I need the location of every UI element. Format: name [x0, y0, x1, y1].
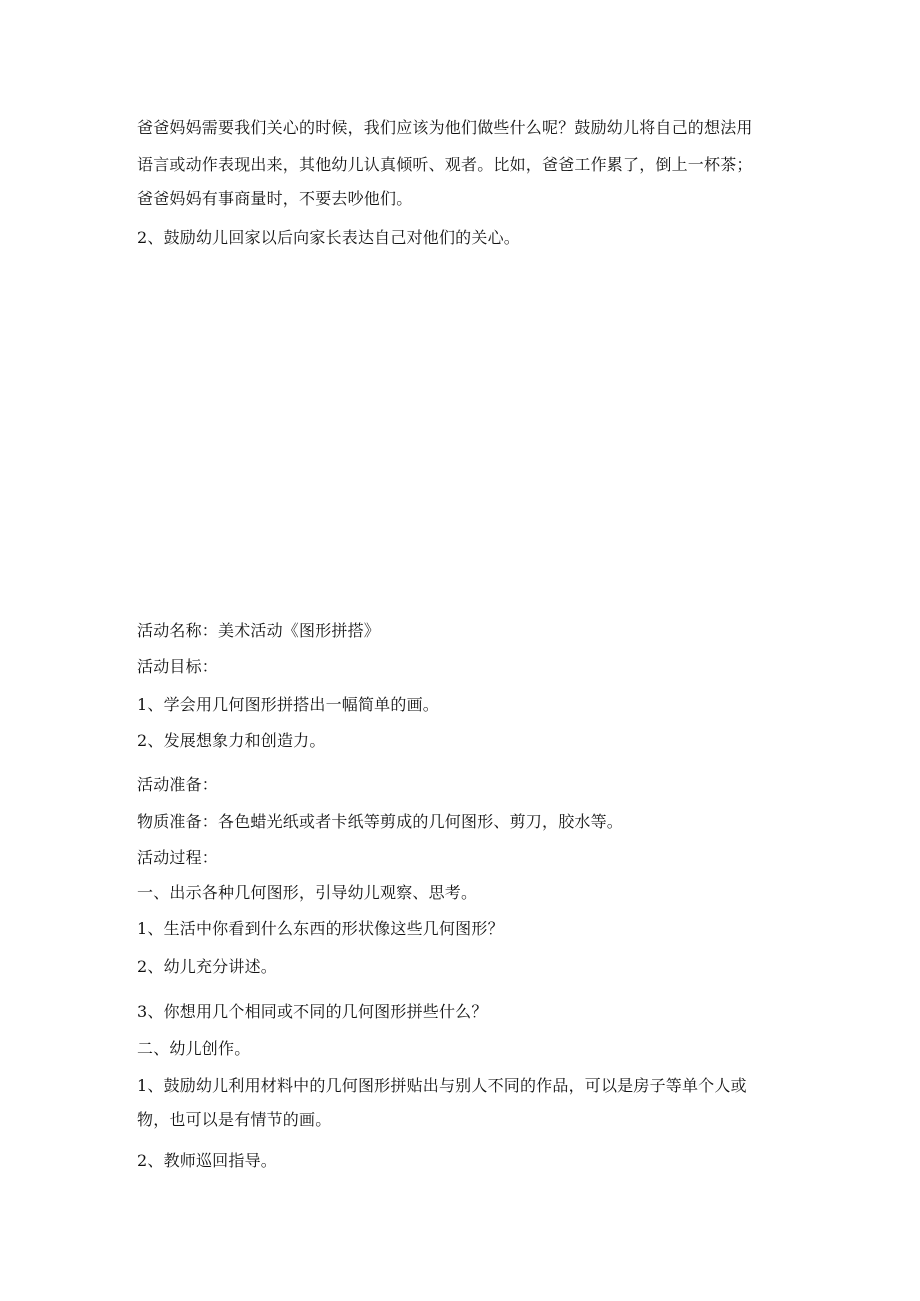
step1-heading: 一、出示各种几何图形，引导幼儿观察、思考。: [137, 883, 478, 902]
step1-item-2: 2、幼儿充分讲述。: [137, 957, 277, 976]
step1-item-3: 3、你想用几个相同或不同的几何图形拼些什么？: [137, 1002, 488, 1021]
materials-line: 物质准备：各色蜡光纸或者卡纸等剪成的几何图形、剪刀，胶水等。: [137, 812, 624, 831]
list-item-parent-care: 2、鼓励幼儿回家以后向家长表达自己对他们的关心。: [137, 228, 520, 247]
goal-item-2: 2、发展想象力和创造力。: [137, 731, 326, 750]
goals-heading: 活动目标：: [137, 657, 219, 676]
step2-item-2: 2、教师巡回指导。: [137, 1151, 277, 1170]
activity-name: 活动名称：美术活动《图形拼搭》: [137, 621, 381, 640]
step2-item-1-line-2: 物，也可以是有情节的画。: [137, 1110, 332, 1129]
step2-item-1-line-1: 1、鼓励幼儿利用材料中的几何图形拼贴出与别人不同的作品，可以是房子等单个人或: [137, 1076, 747, 1095]
step1-item-1: 1、生活中你看到什么东西的形状像这些几何图形？: [137, 919, 504, 938]
paragraph-line-2: 语言或动作表现出来，其他幼儿认真倾听、观者。比如，爸爸工作累了，倒上一杯茶；: [137, 155, 753, 174]
paragraph-line-3: 爸爸妈妈有事商量时，不要去吵他们。: [137, 189, 413, 208]
paragraph-line-1: 爸爸妈妈需要我们关心的时候，我们应该为他们做些什么呢？鼓励幼儿将自己的想法用: [137, 118, 753, 137]
goal-item-1: 1、学会用几何图形拼搭出一幅简单的画。: [137, 695, 439, 714]
step2-heading: 二、幼儿创作。: [137, 1039, 251, 1058]
prep-heading: 活动准备：: [137, 775, 219, 794]
process-heading: 活动过程：: [137, 848, 219, 867]
